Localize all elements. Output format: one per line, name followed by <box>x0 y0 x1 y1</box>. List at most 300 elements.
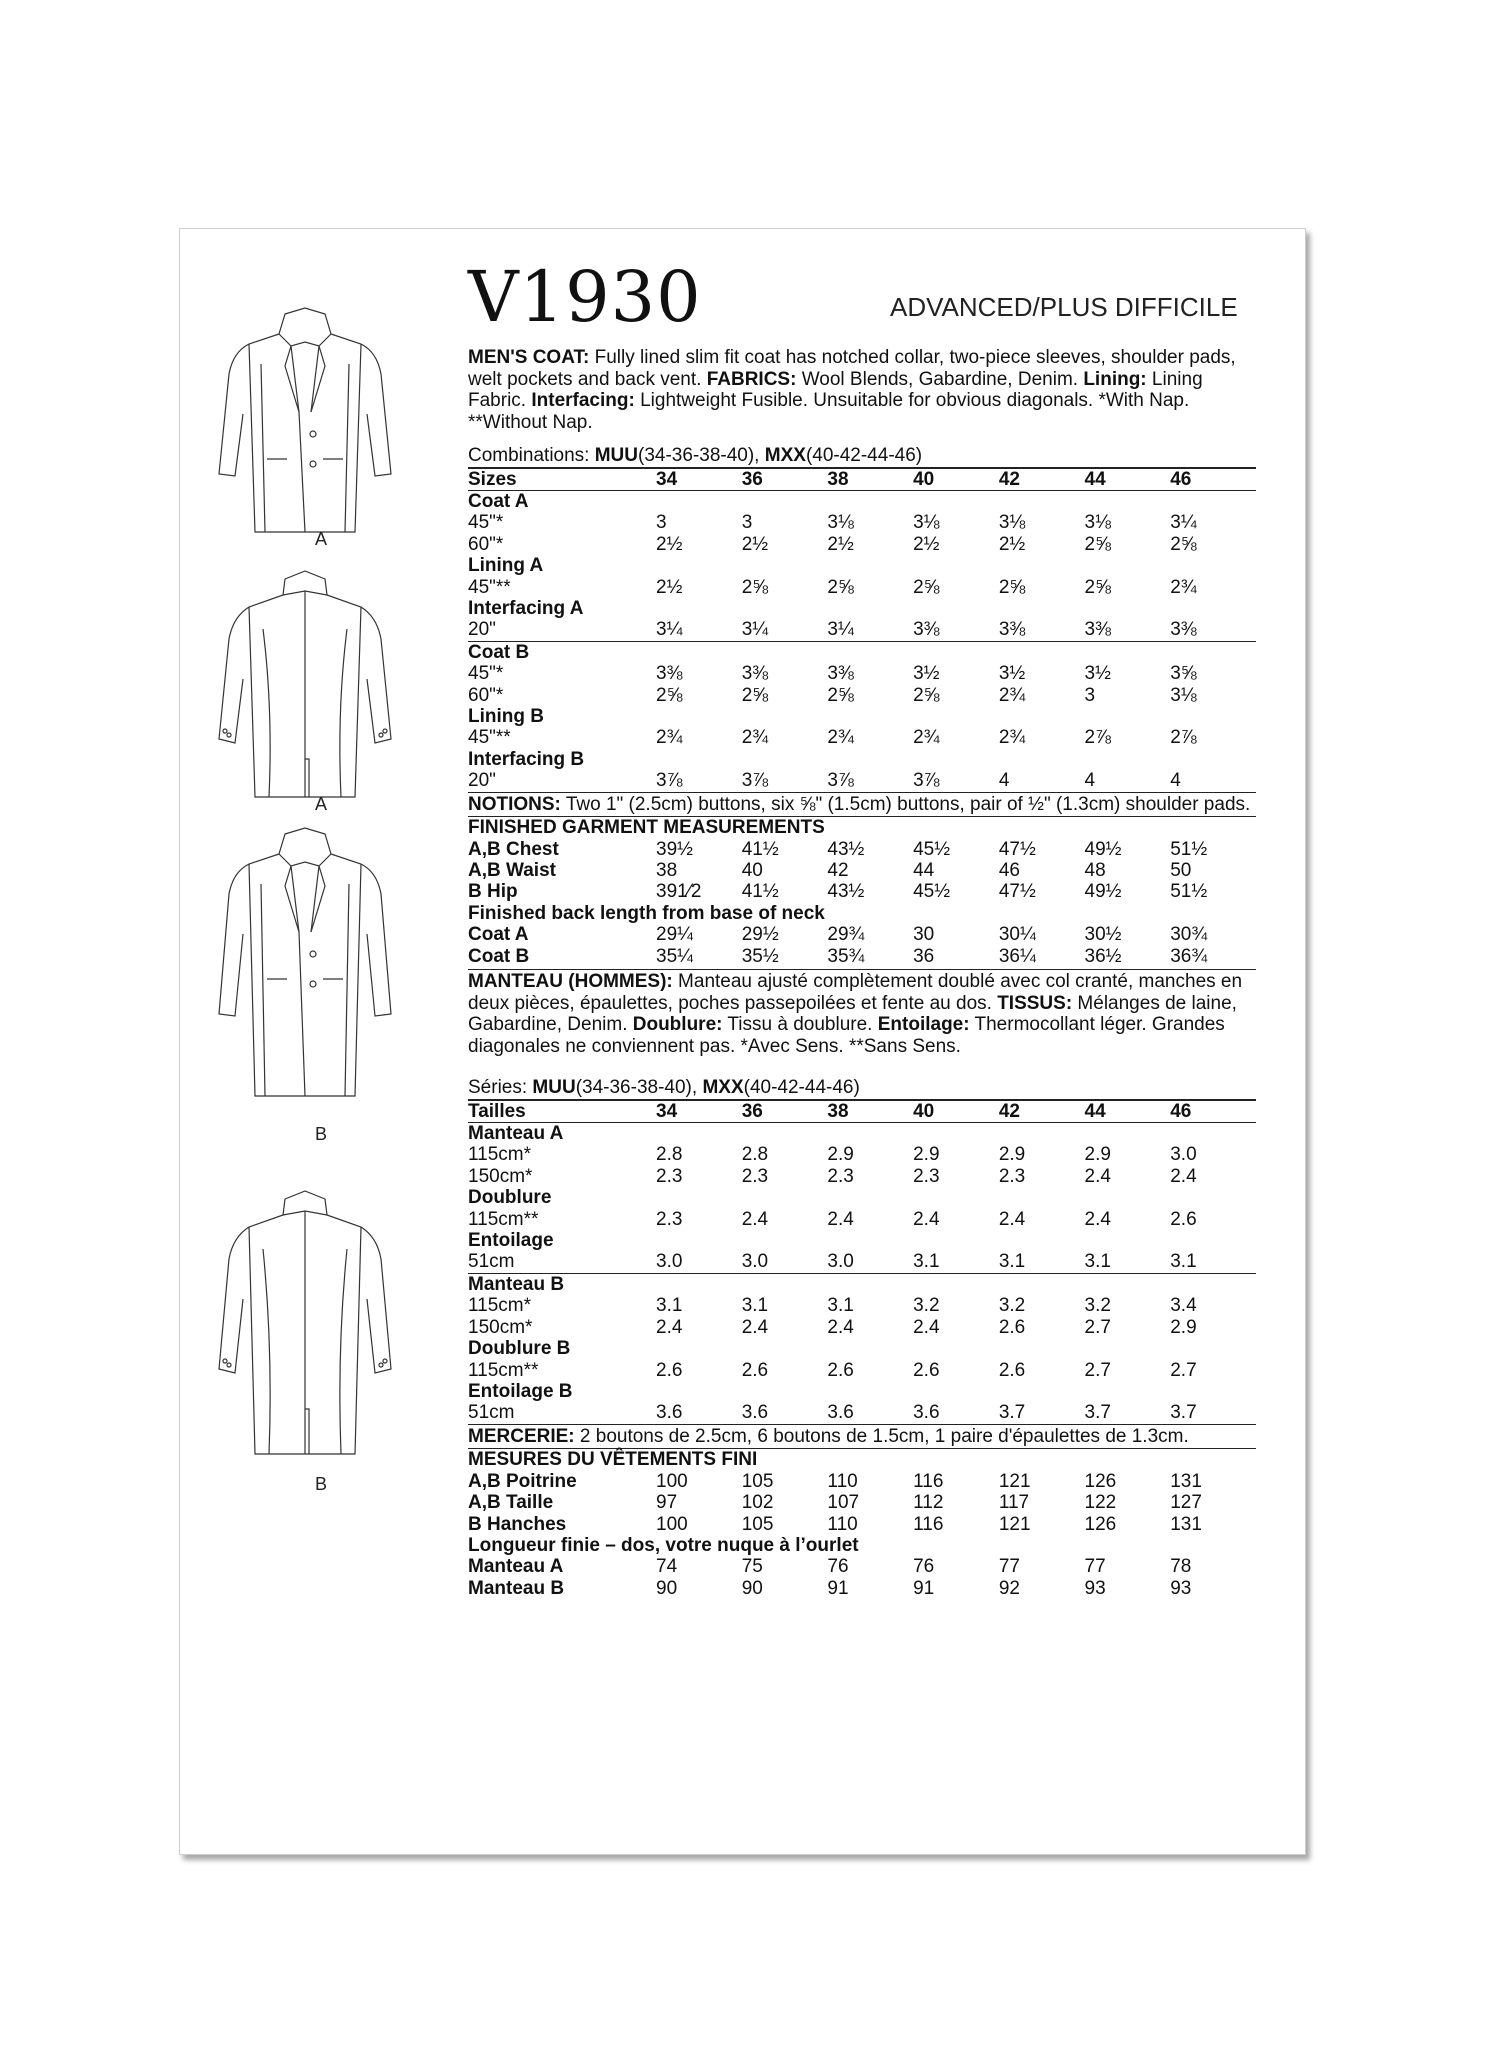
table-cell: 126 <box>1084 1513 1117 1535</box>
size-header: 38 <box>827 468 913 491</box>
table-cell: 112 <box>913 1492 944 1514</box>
table-cell: 3⅞ <box>827 770 854 792</box>
table-cell: 3.1 <box>656 1295 683 1317</box>
table-cell: 91 <box>827 1577 849 1599</box>
table-cell: 3.1 <box>913 1251 940 1273</box>
table-cell: 105 <box>741 1513 774 1535</box>
table-cell: 36¾ <box>1170 945 1208 967</box>
table-cell: 41½ <box>741 838 779 860</box>
table-cell: 51½ <box>1170 881 1208 903</box>
table-cell: 77 <box>1084 1556 1106 1578</box>
group-row <box>468 1230 1256 1251</box>
size-header: 36 <box>742 468 828 491</box>
table-cell: 49½ <box>1084 838 1122 860</box>
table-cell: 2⅝ <box>913 684 940 706</box>
table-cell: 3⅜ <box>913 619 940 641</box>
table-row <box>468 1166 1256 1187</box>
table-cell: 30¾ <box>1170 924 1208 946</box>
table-row <box>468 1251 1256 1273</box>
table-row <box>468 727 1256 748</box>
group-row <box>468 1187 1256 1208</box>
row-label: Coat A <box>468 924 529 946</box>
table-cell: 36½ <box>1084 945 1122 967</box>
group-row <box>468 1123 1256 1145</box>
size-header: 36 <box>742 1100 828 1123</box>
group-label: Doublure B <box>468 1338 571 1360</box>
table-cell: 121 <box>998 1513 1031 1535</box>
row-label: Coat B <box>468 945 530 967</box>
row-label: 115cm** <box>468 1208 539 1230</box>
pattern-info <box>468 347 1256 1599</box>
table-cell: 2⅞ <box>1084 727 1111 749</box>
combinations-en: Combinations: MUU(34-36-38-40), MXX(40-42-44-46) <box>468 445 923 466</box>
table-cell: 51½ <box>1170 838 1208 860</box>
table-cell: 2½ <box>827 533 854 555</box>
table-cell: 3¼ <box>827 619 854 641</box>
table-cell: 2⅝ <box>998 576 1026 598</box>
group-label: Interfacing B <box>468 748 585 770</box>
table-cell: 2.4 <box>1084 1165 1111 1187</box>
table-cell: 47½ <box>998 838 1036 860</box>
table-cell: 75 <box>741 1556 763 1578</box>
table-cell: 2.3 <box>998 1165 1026 1187</box>
table-cell: 49½ <box>1084 881 1122 903</box>
table-row <box>468 619 1256 641</box>
row-label: 51cm <box>468 1402 515 1424</box>
table-cell: 2.7 <box>1170 1359 1197 1381</box>
table-cell: 29¼ <box>656 924 693 946</box>
table-cell: 2⅝ <box>827 576 854 598</box>
table-row <box>468 1556 1256 1577</box>
description-fr: MANTEAU (HOMMES): Manteau ajusté complètement doublé avec col cranté, manches en deux pièces, épaulettes, poches passepoilées et fente au dos. TISSUS: Mélanges de laine, Gabardine, Denim. Doublure: Tissu à doublure. Entoilage: Thermocollant léger. Grandes diagonales ne conviennent pas. *Avec Sens. **Sans Sens. <box>468 969 1256 1057</box>
table-cell: 48 <box>1084 860 1106 881</box>
row-label: 150cm* <box>468 1165 533 1187</box>
table-cell: 2¾ <box>827 727 854 749</box>
table-cell: 2.3 <box>913 1165 940 1187</box>
table-cell: 2¾ <box>741 727 769 749</box>
description-en: MEN'S COAT: Fully lined slim fit coat has notched collar, two-piece sleeves, shoulder pads, welt pockets and back vent. FABRICS: Wool Blends, Gabardine, Denim. Lining: Lining Fabric. Interfacing: Lightweight Fusible. Unsuitable for obvious diagonals. *With Nap. **Without Nap. <box>468 347 1236 433</box>
table-cell: 2.6 <box>656 1359 683 1381</box>
table-cell: 2.4 <box>741 1208 769 1230</box>
table-cell: 39½ <box>656 838 693 860</box>
row-label: 20" <box>468 770 496 792</box>
table-cell: 3⅛ <box>1084 512 1111 534</box>
table-cell: 127 <box>1170 1492 1202 1514</box>
table-cell: 2.9 <box>1084 1144 1111 1166</box>
sketch-label: A <box>315 529 328 549</box>
table-cell: 2.4 <box>998 1208 1026 1230</box>
table-row <box>468 770 1256 791</box>
table-cell: 42 <box>827 860 849 881</box>
table-cell: 90 <box>656 1577 678 1599</box>
table-cell: 41½ <box>741 881 779 903</box>
table-cell: 45½ <box>913 881 951 903</box>
table-cell: 2¾ <box>1170 576 1197 598</box>
table-cell: 2⅝ <box>1084 576 1111 598</box>
yardage-table-fr <box>468 1099 1256 1424</box>
table-cell: 92 <box>998 1577 1020 1599</box>
table-cell: 45½ <box>913 838 951 860</box>
group-label: Coat B <box>468 641 1256 663</box>
table-cell: 105 <box>741 1470 774 1492</box>
table-cell: 100 <box>656 1470 688 1492</box>
table-cell: 3 <box>656 512 667 534</box>
table-cell: 2¾ <box>998 727 1026 749</box>
table-cell: 29¾ <box>827 924 865 946</box>
table-cell: 131 <box>1170 1470 1202 1492</box>
sketch-label: B <box>315 1124 328 1144</box>
row-label: 115cm* <box>468 1144 532 1166</box>
table-cell: 3⅜ <box>656 663 683 685</box>
finished-measurements-table-fr <box>468 1471 1256 1535</box>
table-row <box>468 839 1256 860</box>
table-cell: 3.7 <box>1084 1402 1111 1424</box>
difficulty-label: ADVANCED/PLUS DIFFICILE <box>890 292 1238 322</box>
table-cell: 4 <box>1084 770 1096 792</box>
size-header: 34 <box>656 1100 742 1123</box>
table-cell: 29½ <box>741 924 779 946</box>
table-cell: 2.4 <box>913 1316 940 1338</box>
pattern-envelope-back <box>179 228 1306 1855</box>
group-label: Coat A <box>468 490 529 512</box>
table-cell: 38 <box>656 860 678 881</box>
table-cell: 3.1 <box>741 1295 769 1317</box>
table-cell: 3.0 <box>827 1251 854 1273</box>
table-cell: 30 <box>913 924 935 946</box>
table-cell: 3⅛ <box>913 512 940 534</box>
group-row <box>468 598 1256 619</box>
table-cell: 2⅝ <box>656 684 683 706</box>
table-cell: 110 <box>827 1513 858 1535</box>
table-cell: 2.7 <box>1084 1316 1111 1338</box>
table-cell: 3¼ <box>1170 512 1197 534</box>
table-cell: 3⅞ <box>741 770 769 792</box>
group-row <box>468 1273 1256 1295</box>
table-cell: 2½ <box>913 533 940 555</box>
table-cell: 3½ <box>998 663 1026 685</box>
table-cell: 76 <box>827 1556 849 1578</box>
table-cell: 2.8 <box>656 1144 683 1166</box>
table-cell: 3¼ <box>656 619 683 641</box>
table-row <box>468 663 1256 684</box>
group-label: Entoilage <box>468 1230 554 1252</box>
table-cell: 36¼ <box>998 945 1036 967</box>
notions-en: NOTIONS: Two 1" (2.5cm) buttons, six ⅝" (1.5cm) buttons, pair of ½" (1.3cm) shoulder pads. <box>468 792 1256 818</box>
sketch-coat-b-back <box>215 1189 395 1459</box>
table-cell: 2.9 <box>1170 1316 1197 1338</box>
table-cell: 74 <box>656 1556 678 1578</box>
sizes-header: Sizes <box>468 468 656 491</box>
table-row <box>468 881 1256 902</box>
table-cell: 93 <box>1084 1577 1106 1599</box>
table-cell: 2.4 <box>1170 1165 1197 1187</box>
table-cell: 3⅛ <box>998 512 1026 534</box>
table-cell: 3.1 <box>1170 1251 1197 1273</box>
table-cell: 2.3 <box>741 1165 769 1187</box>
table-cell: 3.0 <box>1170 1144 1197 1166</box>
row-label: 45"** <box>468 576 511 598</box>
table-row <box>468 512 1256 533</box>
table-row <box>468 1360 1256 1381</box>
table-row <box>468 860 1256 881</box>
row-label: 60"* <box>468 684 504 706</box>
row-label: A,B Taille <box>468 1492 554 1514</box>
row-label: 51cm <box>468 1251 515 1273</box>
table-row <box>468 946 1256 967</box>
table-row <box>468 1317 1256 1338</box>
group-label: Lining A <box>468 555 544 577</box>
table-cell: 122 <box>1084 1492 1117 1514</box>
table-row <box>468 1471 1256 1492</box>
table-cell: 3.1 <box>827 1295 854 1317</box>
group-row <box>468 1381 1256 1402</box>
table-cell: 110 <box>827 1470 858 1492</box>
table-cell: 2⅝ <box>741 684 769 706</box>
size-header: 44 <box>1085 468 1171 491</box>
table-row <box>468 577 1256 598</box>
table-cell: 4 <box>998 770 1010 792</box>
row-label: Manteau A <box>468 1556 564 1578</box>
table-cell: 36 <box>913 945 935 967</box>
table-cell: 100 <box>656 1513 688 1535</box>
table-row <box>468 1492 1256 1513</box>
group-label: Manteau A <box>468 1123 564 1145</box>
size-header: 42 <box>999 468 1085 491</box>
table-cell: 2⅝ <box>741 576 769 598</box>
table-cell: 3.0 <box>741 1251 769 1273</box>
table-cell: 3½ <box>913 663 940 685</box>
table-cell: 2.9 <box>913 1144 940 1166</box>
row-label: 115cm** <box>468 1359 539 1381</box>
table-cell: 2¾ <box>998 684 1026 706</box>
table-cell: 43½ <box>827 838 865 860</box>
table-cell: 2½ <box>656 576 683 598</box>
table-cell: 97 <box>656 1492 678 1514</box>
table-cell: 30¼ <box>998 924 1036 946</box>
table-cell: 40 <box>741 860 763 881</box>
table-cell: 3 <box>1084 684 1096 706</box>
group-label: Doublure <box>468 1187 552 1209</box>
table-cell: 47½ <box>998 881 1036 903</box>
back-length-table-fr <box>468 1556 1256 1599</box>
size-header: 34 <box>656 468 742 491</box>
table-row <box>468 1578 1256 1599</box>
table-cell: 3⅝ <box>1170 663 1197 685</box>
table-cell: 2⅞ <box>1170 727 1197 749</box>
group-row <box>468 555 1256 576</box>
table-cell: 2.6 <box>827 1359 854 1381</box>
table-cell: 2.6 <box>998 1316 1026 1338</box>
table-cell: 2.6 <box>1170 1208 1197 1230</box>
row-label: A,B Poitrine <box>468 1470 577 1492</box>
size-header: 44 <box>1085 1100 1171 1123</box>
table-cell: 2.3 <box>656 1208 683 1230</box>
table-cell: 3⅞ <box>656 770 683 792</box>
table-cell: 43½ <box>827 881 865 903</box>
table-cell: 2¾ <box>913 727 940 749</box>
group-label: Lining B <box>468 705 544 727</box>
table-cell: 2⅝ <box>913 576 940 598</box>
table-cell: 102 <box>741 1492 774 1514</box>
table-cell: 3½ <box>1084 663 1111 685</box>
table-cell: 78 <box>1170 1556 1192 1578</box>
table-cell: 3⅜ <box>998 619 1026 641</box>
table-cell: 126 <box>1084 1470 1117 1492</box>
table-cell: 3⅜ <box>1084 619 1111 641</box>
table-cell: 3.6 <box>913 1402 940 1424</box>
table-cell: 46 <box>998 860 1020 881</box>
size-header: 40 <box>913 468 999 491</box>
finished-measurements-title-en: FINISHED GARMENT MEASUREMENTS <box>468 817 825 839</box>
size-header: 38 <box>827 1100 913 1123</box>
table-cell: 2.6 <box>998 1359 1026 1381</box>
table-cell: 391⁄2 <box>656 881 702 903</box>
table-header-row <box>468 468 1256 491</box>
notions-fr: MERCERIE: 2 boutons de 2.5cm, 6 boutons de 1.5cm, 1 paire d'épaulettes de 1.3cm. <box>468 1424 1256 1450</box>
table-cell: 3⅛ <box>1170 684 1197 706</box>
back-length-title-en: Finished back length from base of neck <box>468 902 825 924</box>
table-cell: 2.3 <box>656 1165 683 1187</box>
table-cell: 35¾ <box>827 945 865 967</box>
table-cell: 3.6 <box>656 1402 683 1424</box>
table-cell: 50 <box>1170 860 1192 881</box>
sketch-coat-b-front <box>215 824 395 1099</box>
table-row <box>468 924 1256 945</box>
table-cell: 3.7 <box>1170 1402 1197 1424</box>
table-cell: 116 <box>913 1513 944 1535</box>
sketch-coat-a-back <box>215 569 395 799</box>
table-cell: 2.4 <box>741 1316 769 1338</box>
group-row <box>468 1338 1256 1359</box>
table-cell: 35¼ <box>656 945 693 967</box>
table-row <box>468 1295 1256 1316</box>
table-row <box>468 1514 1256 1535</box>
sketch-coat-a-front <box>215 304 395 534</box>
table-cell: 3.4 <box>1170 1295 1197 1317</box>
table-cell: 2.4 <box>913 1208 940 1230</box>
pattern-number: V1930 <box>468 256 702 338</box>
table-cell: 3⅞ <box>913 770 940 792</box>
row-label: 45"** <box>468 727 511 749</box>
table-cell: 4 <box>1170 770 1181 792</box>
table-header-row <box>468 1100 1256 1123</box>
table-cell: 3.2 <box>1084 1295 1111 1317</box>
table-cell: 2.8 <box>741 1144 769 1166</box>
table-cell: 3⅜ <box>741 663 769 685</box>
yardage-table-en <box>468 467 1256 792</box>
table-cell: 3¼ <box>741 619 769 641</box>
table-cell: 2⅝ <box>1170 533 1197 555</box>
size-header: 40 <box>913 1100 999 1123</box>
row-label: 115cm* <box>468 1295 532 1317</box>
sketch-label: B <box>315 1474 328 1494</box>
table-cell: 2.4 <box>827 1316 854 1338</box>
table-row <box>468 1144 1256 1165</box>
table-cell: 3⅜ <box>827 663 854 685</box>
table-cell: 2.6 <box>741 1359 769 1381</box>
size-header: 46 <box>1170 468 1256 491</box>
group-row <box>468 749 1256 770</box>
table-cell: 3.7 <box>998 1402 1026 1424</box>
row-label: A,B Chest <box>468 838 559 860</box>
table-cell: 2¾ <box>656 727 683 749</box>
table-cell: 77 <box>998 1556 1020 1578</box>
group-label: Manteau B <box>468 1273 1256 1295</box>
table-cell: 3.2 <box>913 1295 940 1317</box>
group-label: Entoilage B <box>468 1380 573 1402</box>
table-row <box>468 1402 1256 1423</box>
row-label: A,B Waist <box>468 860 556 881</box>
table-cell: 116 <box>913 1470 944 1492</box>
table-cell: 3⅜ <box>1170 619 1197 641</box>
group-row <box>468 706 1256 727</box>
table-cell: 93 <box>1170 1577 1192 1599</box>
back-length-title-fr: Longueur finie – dos, votre nuque à l’ourlet <box>468 1534 859 1556</box>
size-header: 42 <box>999 1100 1085 1123</box>
group-row <box>468 490 1256 512</box>
table-cell: 2.4 <box>656 1316 683 1338</box>
table-cell: 2.7 <box>1084 1359 1111 1381</box>
table-cell: 2⅝ <box>1084 533 1111 555</box>
row-label: B Hip <box>468 881 518 903</box>
row-label: B Hanches <box>468 1513 567 1535</box>
table-cell: 131 <box>1170 1513 1202 1535</box>
table-cell: 3⅛ <box>827 512 854 534</box>
table-cell: 2½ <box>998 533 1026 555</box>
group-row <box>468 641 1256 663</box>
table-row <box>468 534 1256 555</box>
row-label: 45"* <box>468 663 504 685</box>
table-cell: 90 <box>741 1577 763 1599</box>
table-cell: 3.0 <box>656 1251 683 1273</box>
table-cell: 107 <box>827 1492 860 1514</box>
table-cell: 91 <box>913 1577 935 1599</box>
table-cell: 3.6 <box>827 1402 854 1424</box>
row-label: Manteau B <box>468 1577 565 1599</box>
table-row <box>468 685 1256 706</box>
size-header: 46 <box>1170 1100 1256 1123</box>
combinations-fr: Séries: MUU(34-36-38-40), MXX(40-42-44-46) <box>468 1077 860 1099</box>
table-cell: 2.4 <box>827 1208 854 1230</box>
table-cell: 2½ <box>741 533 769 555</box>
table-cell: 117 <box>998 1492 1030 1514</box>
table-cell: 2.9 <box>827 1144 854 1166</box>
row-label: 150cm* <box>468 1316 533 1338</box>
table-cell: 2.6 <box>913 1359 940 1381</box>
table-cell: 76 <box>913 1556 935 1578</box>
table-row <box>468 1209 1256 1230</box>
table-cell: 2⅝ <box>827 684 854 706</box>
table-cell: 30½ <box>1084 924 1122 946</box>
table-cell: 2½ <box>656 533 683 555</box>
group-label: Interfacing A <box>468 597 584 619</box>
table-cell: 3 <box>741 512 753 534</box>
row-label: 20" <box>468 619 496 641</box>
back-length-table-en <box>468 924 1256 967</box>
row-label: 60"* <box>468 533 504 555</box>
finished-measurements-title-fr: MESURES DU VÊTEMENTS FINI <box>468 1449 758 1471</box>
finished-measurements-table-en <box>468 839 1256 903</box>
table-cell: 2.3 <box>827 1165 854 1187</box>
row-label: 45"* <box>468 512 504 534</box>
sizes-header: Tailles <box>468 1100 656 1123</box>
table-cell: 35½ <box>741 945 779 967</box>
sketch-label: A <box>315 794 328 814</box>
table-cell: 3.1 <box>1084 1251 1111 1273</box>
table-cell: 3.1 <box>998 1251 1026 1273</box>
table-cell: 44 <box>913 860 935 881</box>
table-cell: 2.4 <box>1084 1208 1111 1230</box>
